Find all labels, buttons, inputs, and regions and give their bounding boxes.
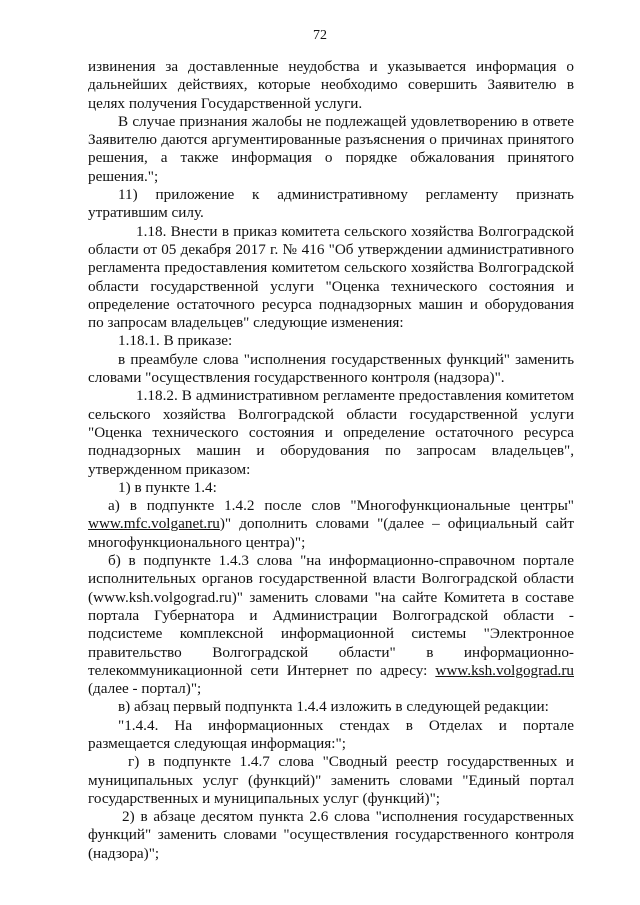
- paragraph-apology-continuation: извинения за доставленные неудобства и указывается информация о дальнейших действиях, которые необходимо совершить Заявителю в целях получения Государственной услуги.: [88, 58, 574, 112]
- paragraph-item-1: 1) в пункте 1.4:: [118, 478, 217, 496]
- paragraph-1-4-4-quote: "1.4.4. На информационных стендах в Отделах и портале размещается следующая информация:";: [88, 716, 574, 752]
- paragraph-section-1-18-1: 1.18.1. В приказе:: [118, 332, 233, 350]
- mfc-link[interactable]: www.mfc.volganet.ru: [88, 515, 220, 533]
- paragraph-section-1-18: 1.18. Внести в приказ комитета сельского хозяйства Волгоградской области от 05 декабря 2017 г. № 416 "Об утверждении административного регламента предоставления комитетом сельского хозяйства Волгоградской области государственной услуги "Оценка технического состояния и определение остаточного ресурса поднадзорных машин и оборудования по запросам владельцев" следующие изменения:: [88, 222, 574, 332]
- subitem-b-text-after: (далее - портал)";: [88, 680, 202, 698]
- paragraph-subitem-b: [88, 552, 574, 698]
- paragraph-preamble-change: в преамбуле слова "исполнения государственных функций" заменить словами "осуществления государственного контроля (надзора)".: [88, 350, 574, 387]
- document-body: [88, 58, 574, 863]
- paragraph-item-11: 11) приложение к административному регламенту признать утратившим силу.: [88, 186, 574, 222]
- ksh-link[interactable]: www.ksh.volgograd.ru: [435, 661, 574, 679]
- subitem-a-text-after: )" дополнить словами "(далее – официальный сайт многофункционального центра)";: [88, 515, 574, 551]
- paragraph-complaint-rejection: В случае признания жалобы не подлежащей удовлетворению в ответе Заявителю даются аргументированные разъяснения о причинах принятого решения, а также информация о порядке обжалования принятого решения.";: [88, 112, 574, 185]
- paragraph-subitem-v: в) абзац первый подпункта 1.4.4 изложить в следующей редакции:: [118, 698, 549, 716]
- paragraph-subitem-a: [88, 497, 574, 552]
- paragraph-item-2: 2) в абзаце десятом пункта 2.6 слова "исполнения государственных функций" заменить словами "осуществления государственного контроля (надзора)";: [88, 808, 574, 862]
- paragraph-section-1-18-2: 1.18.2. В административном регламенте предоставления комитетом сельского хозяйства Волгоградской области государственной услуги "Оценка технического состояния и определение остаточного ресурса поднадзорных машин и оборудования по запросам владельцев", утвержденном приказом:: [88, 387, 574, 478]
- page-number: 72: [313, 28, 327, 43]
- subitem-b-text-before: б) в подпункте 1.4.3 слова "на информационно-справочном портале исполнительных органов государственной власти Волгоградской области (www.ksh.volgograd.ru)" заменить словами "на сайте Комитета в составе портала Губернатора и Администрации Волгоградской области - подсистеме комплексной информационной системы "Электронное правительство Волгоградской области" в информационно-телекоммуникационной сети Интернет по адресу:: [88, 552, 574, 679]
- paragraph-subitem-g: г) в подпункте 1.4.7 слова "Сводный реестр государственных и муниципальных услуг (функций)" заменить словами "Единый портал государственных и муниципальных услуг (функций)";: [88, 753, 574, 807]
- subitem-a-text-before: а) в подпункте 1.4.2 после слов "Многофункциональные центры": [108, 497, 574, 515]
